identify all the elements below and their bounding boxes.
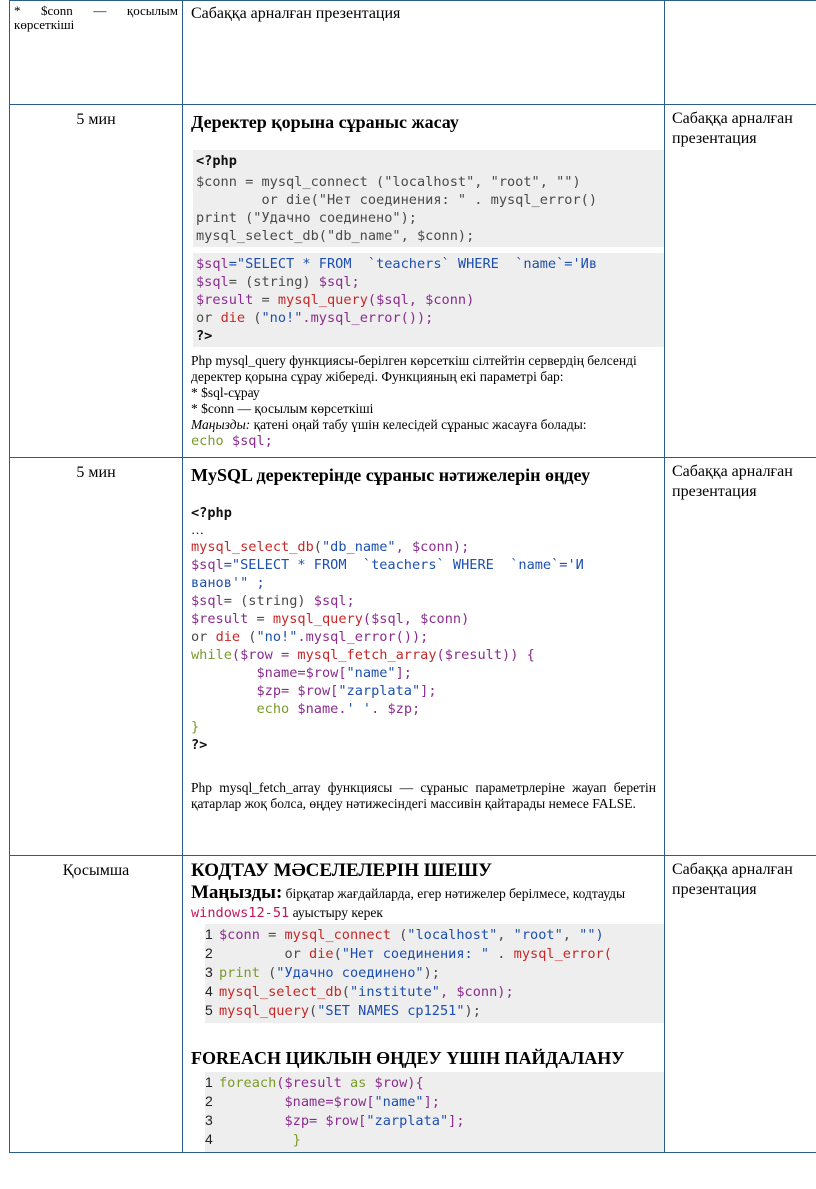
code-line: mysql_select_db("db_name", $conn); bbox=[191, 539, 470, 555]
time-label: 5 мин bbox=[76, 111, 116, 128]
time-cell bbox=[10, 105, 183, 458]
code-line: 3 $zp= $row["zarplata"]; bbox=[205, 1112, 465, 1129]
table-row bbox=[10, 458, 816, 856]
code-line: echo $name.' '. $zp; bbox=[191, 701, 421, 717]
php-close-tag: ?> bbox=[191, 737, 208, 753]
code-line: or die ("no!".mysql_error()); bbox=[196, 310, 434, 326]
code-line: 4 } bbox=[205, 1131, 301, 1148]
code-line: $sql="SELECT * FROM `teachers` WHERE `name`='Ив bbox=[196, 256, 598, 272]
code-line: mysql_select_db("db_name", $conn); bbox=[196, 228, 475, 244]
resource-cell bbox=[665, 856, 816, 1153]
note-cell bbox=[10, 1, 183, 105]
time-cell bbox=[10, 458, 183, 856]
code-line: 1 foreach($result as $row){ bbox=[205, 1074, 424, 1091]
time-label: 5 мин bbox=[76, 464, 116, 481]
code-line: ванов'" ; bbox=[191, 575, 265, 591]
table-row bbox=[10, 856, 816, 1153]
php-open-tag: <?php bbox=[196, 153, 237, 169]
resource-cell bbox=[665, 458, 816, 856]
encoding-note: windows12-51 ауыстыру керек bbox=[191, 905, 383, 921]
code-line: $sql= (string) $sql; bbox=[191, 593, 355, 609]
section-heading: Деректер қорына сұраныс жасау bbox=[191, 112, 459, 132]
code-line: $conn = mysql_connect ("localhost", "root", "") bbox=[196, 174, 581, 190]
description: Php mysql_fetch_array функциясы — сұраныс параметрлеріне жауап беретін қатарлар жоқ болса, өңдеу нәтижесіндегі массивін қайтарады немесе FALSE. bbox=[191, 780, 656, 811]
presentation-text: Сабаққа арналған презентация bbox=[191, 5, 401, 22]
code-line: or die("Нет соединения: " . mysql_error() bbox=[196, 192, 598, 208]
time-cell bbox=[10, 856, 183, 1153]
code-line: 5 mysql_query("SET NAMES cp1251"); bbox=[205, 1002, 481, 1019]
table-row bbox=[10, 1, 816, 105]
code-line: 1 $conn = mysql_connect ("localhost", "root", "") bbox=[205, 926, 604, 943]
important-note: Маңызды: бірқатар жағдайларда, егер нәтижелер берілмесе, кодтауды bbox=[191, 882, 626, 903]
content-cell bbox=[183, 105, 665, 458]
code-line: $result = mysql_query($sql, $conn) bbox=[196, 292, 475, 308]
echo-line: echo $sql; bbox=[191, 433, 273, 449]
code-line: $sql= (string) $sql; bbox=[196, 274, 360, 290]
lesson-plan-table bbox=[9, 0, 816, 1153]
resource-text: Сабаққа арналған презентация bbox=[672, 861, 793, 898]
conn-note: * $conn — қосылым көрсеткіші bbox=[14, 3, 178, 32]
code-line: } bbox=[191, 719, 200, 735]
code-block-encoding bbox=[205, 924, 664, 1023]
resource-text: Сабаққа арналған презентация bbox=[672, 110, 793, 147]
content-cell bbox=[183, 1, 665, 105]
code-line: 4 mysql_select_db("institute", $conn); bbox=[205, 983, 514, 1000]
resource-cell bbox=[665, 1, 816, 105]
section-heading: КОДТАУ МӘСЕЛЕЛЕРІН ШЕШУ bbox=[191, 860, 493, 881]
code-line: $name=$row["name"]; bbox=[191, 665, 412, 681]
code-line: 3 print ("Удачно соединено"); bbox=[205, 964, 440, 981]
time-label: Қосымша bbox=[62, 862, 130, 879]
code-line: print ("Удачно соединено"); bbox=[196, 210, 417, 226]
code-block-query bbox=[193, 253, 664, 347]
code-line: while($row = mysql_fetch_array($result)) { bbox=[191, 647, 535, 663]
code-line: or die ("no!".mysql_error()); bbox=[191, 629, 429, 645]
content-cell bbox=[183, 458, 665, 856]
code-line: 2 $name=$row["name"]; bbox=[205, 1093, 440, 1110]
code-line: 2 or die("Нет соединения: " . mysql_error( bbox=[205, 945, 612, 962]
description: Php mysql_query функциясы-берілген көрсеткіш сілтейтін сервердің белсенді деректер қорына сұрау жібереді. Функцияның екі параметрі бар: * $sql-сұрау * $conn — қосылым көрсеткіші Маңызды: қатені оңай табу үшін келесідей сұраныс жасауға болады: echo $sql; bbox=[191, 353, 664, 450]
code-line: $zp= $row["zarplata"]; bbox=[191, 683, 437, 699]
code-block-connect bbox=[193, 150, 664, 247]
php-close-tag: ?> bbox=[196, 328, 213, 344]
ellipsis: … bbox=[191, 522, 204, 537]
section-heading: MySQL деректерінде сұраныс нәтижелерін өңдеу bbox=[191, 465, 591, 485]
content-cell bbox=[183, 856, 665, 1153]
php-open-tag: <?php bbox=[191, 505, 232, 521]
code-line: $sql="SELECT * FROM `teachers` WHERE `name`='И bbox=[191, 557, 584, 573]
section-heading: FOREACH ЦИКЛЫН ӨҢДЕУ ҮШІН ПАЙДАЛАНУ bbox=[191, 1048, 625, 1068]
table-row bbox=[10, 105, 816, 458]
code-block-foreach bbox=[205, 1072, 664, 1152]
code-line: $result = mysql_query($sql, $conn) bbox=[191, 611, 470, 627]
resource-text: Сабаққа арналған презентация bbox=[672, 463, 793, 500]
resource-cell bbox=[665, 105, 816, 458]
